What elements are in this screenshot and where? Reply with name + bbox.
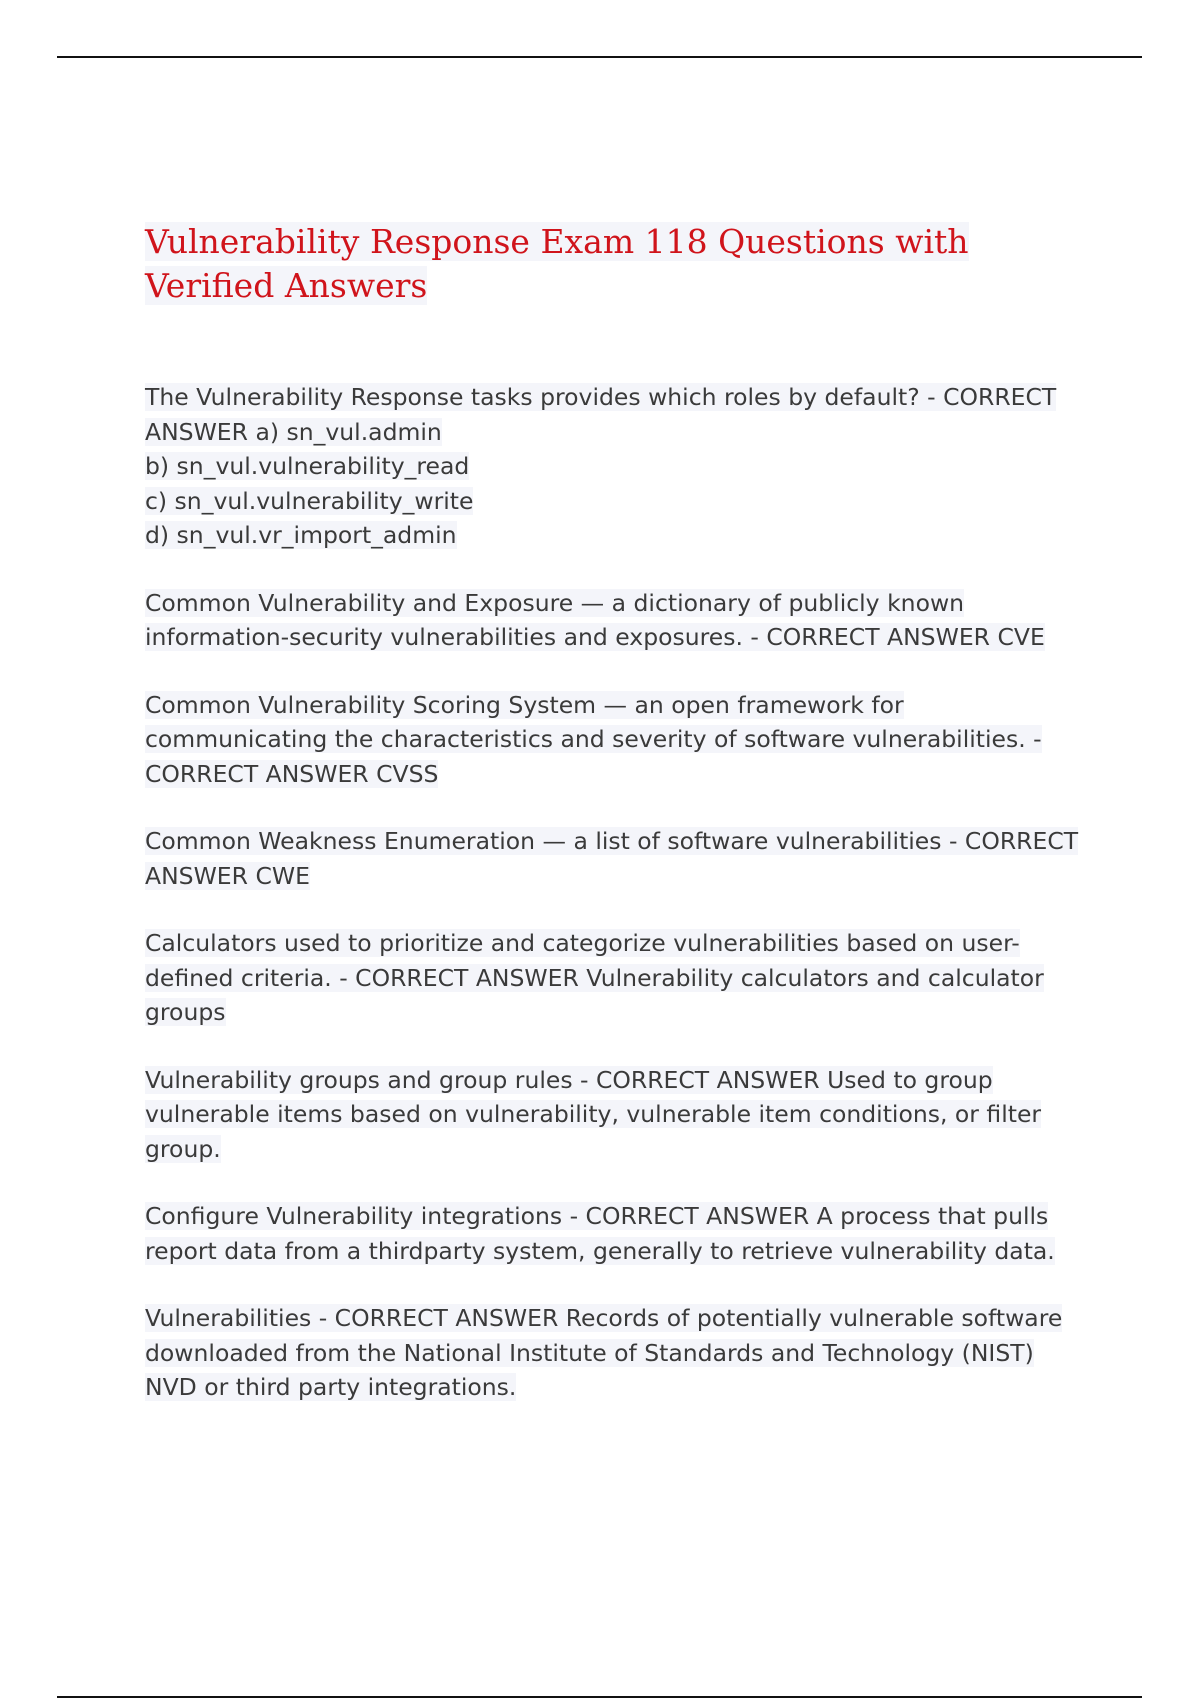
qa-item-2: Common Vulnerability and Exposure — a dictionary of publicly known information-security vulnerabilities and exposures. - CORRECT ANSWER CVE [145,588,1045,651]
footer-rule [57,1696,1142,1698]
qa-item-4: Common Weakness Enumeration — a list of software vulnerabilities - CORRECT ANSWER CWE [145,827,1079,890]
qa-item-6: Vulnerability groups and group rules - CORRECT ANSWER Used to group vulnerable items based on vulnerability, vulnerable item conditions, or filter group. [145,1065,1042,1163]
document-title: Vulnerability Response Exam 118 Questions with Verified Answers [145,222,969,305]
qa-item-5: Calculators used to prioritize and categorize vulnerabilities based on user-defined criteria. - CORRECT ANSWER Vulnerability calculators and calculator groups [145,929,1044,1026]
document-body [145,220,1085,1438]
qa-item-3: Common Vulnerability Scoring System — an open framework for communicating the characteristics and severity of software vulnerabilities. - CORRECT ANSWER CVSS [145,690,1042,788]
header-rule [57,56,1142,58]
qa-item-7: Configure Vulnerability integrations - CORRECT ANSWER A process that pulls report data from a thirdparty system, generally to retrieve vulnerability data. [145,1202,1055,1265]
qa-item-1: The Vulnerability Response tasks provides which roles by default? - CORRECT ANSWER a) sn_vul.admin b) sn_vul.vulnerability_read c) sn_vul.vulnerability_write d) sn_vul.vr_import_admin [145,383,1057,549]
qa-item-8: Vulnerabilities - CORRECT ANSWER Records of potentially vulnerable software downloaded from the National Institute of Standards and Technology (NIST) NVD or third party integrations. [145,1304,1063,1401]
